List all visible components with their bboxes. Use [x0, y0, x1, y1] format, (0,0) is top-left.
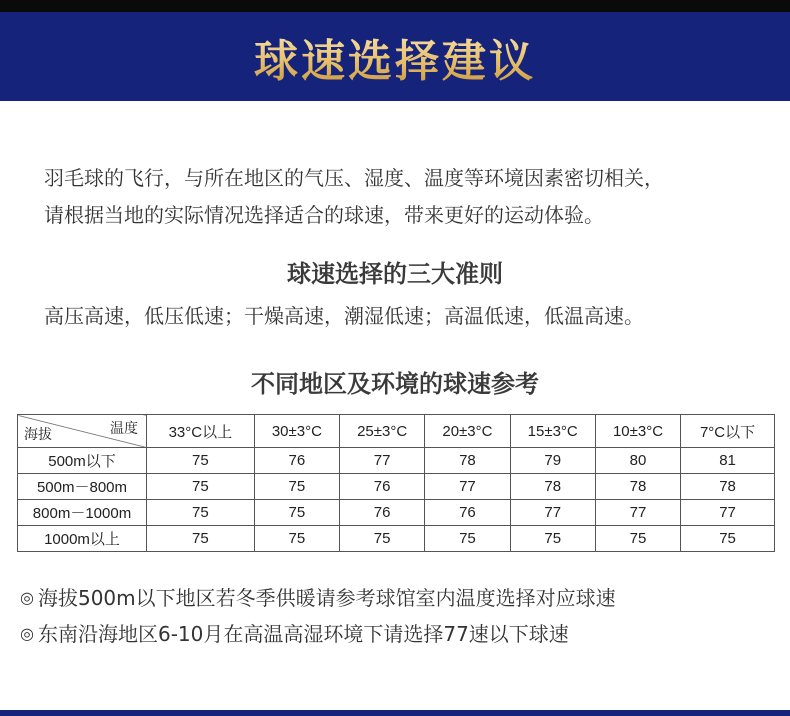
table-cell: 78 — [595, 474, 680, 500]
intro-line-1: 羽毛球的飞行，与所在地区的气压、湿度、温度等环境因素密切相关， — [44, 166, 664, 190]
table-cell: 77 — [595, 500, 680, 526]
table-corner-cell — [18, 415, 147, 448]
table-cell: 77 — [425, 474, 510, 500]
table-cell: 76 — [254, 448, 339, 474]
table-cell: 75 — [340, 526, 425, 552]
note-text: 东南沿海地区6-10月在高温高湿环境下请选择77速以下球速 — [37, 622, 569, 646]
reference-heading: 不同地区及环境的球速参考 — [251, 370, 539, 398]
table-row — [18, 448, 775, 474]
row-header-altitude: 1000m以上 — [18, 526, 147, 552]
speed-reference-table — [17, 414, 775, 552]
corner-label-altitude: 海拔 — [24, 426, 52, 442]
top-dark-strip — [0, 0, 790, 12]
table-cell: 78 — [425, 448, 510, 474]
table-row — [18, 474, 775, 500]
table-cell: 75 — [147, 448, 255, 474]
table-cell: 75 — [254, 500, 339, 526]
page-title: 球速选择建议 — [254, 25, 536, 89]
table-cell: 75 — [510, 526, 595, 552]
column-header: 7°C以下 — [681, 415, 775, 448]
row-header-altitude: 800m－1000m — [18, 500, 147, 526]
rules-heading: 球速选择的三大准则 — [287, 260, 503, 288]
corner-label-temperature: 温度 — [110, 420, 138, 436]
table-cell: 75 — [681, 526, 775, 552]
column-header: 30±3°C — [254, 415, 339, 448]
note-item — [20, 580, 616, 616]
column-header: 33°C以上 — [147, 415, 255, 448]
note-text: 海拔500m以下地区若冬季供暖请参考球馆室内温度选择对应球速 — [37, 586, 616, 610]
table-cell: 78 — [681, 474, 775, 500]
table-row — [18, 500, 775, 526]
table-row — [18, 526, 775, 552]
header-banner — [0, 12, 790, 101]
table-cell: 77 — [340, 448, 425, 474]
row-header-altitude: 500m以下 — [18, 448, 147, 474]
note-bullet-icon: ◎ — [20, 624, 34, 643]
table-cell: 81 — [681, 448, 775, 474]
table-cell: 75 — [147, 500, 255, 526]
table-header-row — [18, 415, 775, 448]
table-cell: 75 — [425, 526, 510, 552]
table-cell: 76 — [340, 474, 425, 500]
table-cell: 75 — [254, 526, 339, 552]
table-cell: 75 — [147, 526, 255, 552]
table-cell: 76 — [340, 500, 425, 526]
table-cell: 75 — [254, 474, 339, 500]
bottom-strip — [0, 710, 790, 716]
column-header: 10±3°C — [595, 415, 680, 448]
table-cell: 75 — [595, 526, 680, 552]
rules-text: 高压高速，低压低速；干燥高速，潮湿低速；高温低速，低温高速。 — [44, 304, 644, 328]
table-cell: 77 — [510, 500, 595, 526]
note-bullet-icon: ◎ — [20, 588, 34, 607]
column-header: 15±3°C — [510, 415, 595, 448]
table-cell: 78 — [510, 474, 595, 500]
table-cell: 76 — [425, 500, 510, 526]
row-header-altitude: 500m－800m — [18, 474, 147, 500]
notes-list — [20, 580, 616, 652]
table-cell: 75 — [147, 474, 255, 500]
column-header: 20±3°C — [425, 415, 510, 448]
table-cell: 77 — [681, 500, 775, 526]
note-item — [20, 616, 616, 652]
table-cell: 79 — [510, 448, 595, 474]
column-header: 25±3°C — [340, 415, 425, 448]
table-cell: 80 — [595, 448, 680, 474]
intro-paragraph — [44, 160, 764, 234]
intro-line-2: 请根据当地的实际情况选择适合的球速，带来更好的运动体验。 — [44, 203, 604, 227]
